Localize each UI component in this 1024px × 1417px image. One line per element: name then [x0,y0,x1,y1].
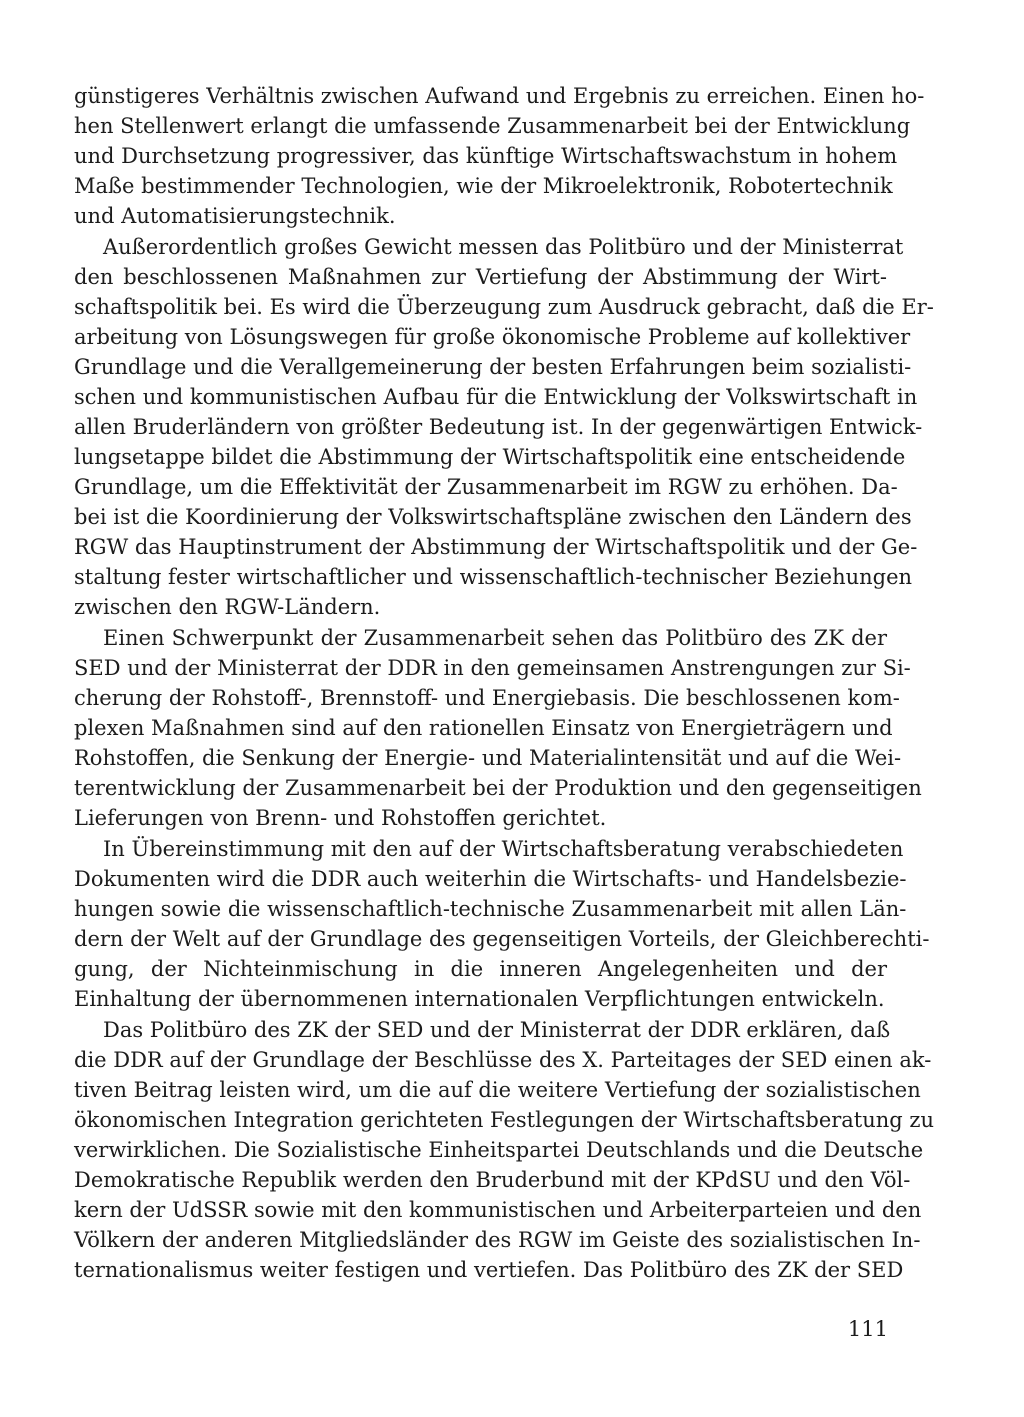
text-line: staltung fester wirtschaftlicher und wissenschaftlich-technischer Beziehungen [74,565,913,589]
text-line: ternationalismus weiter festigen und vertiefen. Das Politbüro des ZK der SED [74,1258,904,1282]
text-line: plexen Maßnahmen sind auf den rationellen Einsatz von Energieträgern und [74,716,893,740]
text-line: Das Politbüro des ZK der SED und der Ministerrat der DDR erklären, daß [103,1018,891,1042]
text-line: Einen Schwerpunkt der Zusammenarbeit sehen das Politbüro des ZK der [103,626,887,650]
text-line: In Übereinstimmung mit den auf der Wirtschaftsberatung verabschiedeten [103,837,904,861]
text-line: bei ist die Koordinierung der Volkswirtschaftspläne zwischen den Ländern des [74,505,912,529]
text-line: terentwicklung der Zusammenarbeit bei der Produktion und den gegenseitigen [74,776,922,800]
paragraph [74,1015,934,1285]
text-line: Grundlage und die Verallgemeinerung der besten Erfahrungen beim sozialisti- [74,355,912,379]
body-text [74,81,934,1286]
text-line: Rohstoffen, die Senkung der Energie- und Materialintensität und auf die Wei- [74,746,902,770]
paragraph [74,623,922,833]
text-line: schen und kommunistischen Aufbau für die Entwicklung der Volkswirtschaft in [74,385,918,409]
text-line: SED und der Ministerrat der DDR in den gemeinsamen Anstrengungen zur Si- [74,656,911,680]
text-line: Einhaltung der übernommenen internationalen Verpflichtungen entwickeln. [74,987,885,1011]
paragraph [74,81,925,231]
text-line: RGW das Hauptinstrument der Abstimmung der Wirtschaftspolitik und der Ge- [74,535,918,559]
text-line: hen Stellenwert erlangt die umfassende Zusammenarbeit bei der Entwicklung [74,114,911,138]
text-line: Lieferungen von Brenn- und Rohstoffen gerichtet. [74,806,607,830]
text-line: Maße bestimmender Technologien, wie der Mikroelektronik, Robotertechnik [74,174,893,198]
page-number: 111 [847,1317,888,1341]
text-line: hungen sowie die wissenschaftlich-technische Zusammenarbeit mit allen Län- [74,897,907,921]
text-line: ökonomischen Integration gerichteten Festlegungen der Wirtschaftsberatung zu [74,1108,934,1132]
text-line: dern der Welt auf der Grundlage des gegenseitigen Vorteils, der Gleichberechti- [74,927,930,951]
text-line: schaftspolitik bei. Es wird die Überzeugung zum Ausdruck gebracht, daß die Er- [74,295,934,319]
text-line: und Durchsetzung progressiver, das künftige Wirtschaftswachstum in hohem [74,144,898,168]
text-line: zwischen den RGW-Ländern. [74,595,381,619]
text-line: gung, der Nichteinmischung in die inneren Angelegenheiten und der [74,957,887,981]
text-line: günstigeres Verhältnis zwischen Aufwand und Ergebnis zu erreichen. Einen ho- [74,84,925,108]
text-line: Dokumenten wird die DDR auch weiterhin die Wirtschafts- und Handelsbezie- [74,867,907,891]
text-line: den beschlossenen Maßnahmen zur Vertiefung der Abstimmung der Wirt- [74,265,887,289]
text-line: verwirklichen. Die Sozialistische Einheitspartei Deutschlands und die Deutsche [74,1138,924,1162]
text-line: Demokratische Republik werden den Bruderbund mit der KPdSU und den Völ- [74,1168,911,1192]
paragraph [74,232,934,622]
text-line: cherung der Rohstoff-, Brennstoff- und Energiebasis. Die beschlossenen kom- [74,686,900,710]
text-line: Völkern der anderen Mitgliedsländer des RGW im Geiste des sozialistischen In- [74,1228,921,1252]
text-line: kern der UdSSR sowie mit den kommunistischen und Arbeiterparteien und den [74,1198,922,1222]
text-line: die DDR auf der Grundlage der Beschlüsse des X. Parteitages der SED einen ak- [74,1048,932,1072]
paragraph [74,834,930,1014]
text-line: tiven Beitrag leisten wird, um die auf die weitere Vertiefung der sozialistischen [74,1078,921,1102]
text-line: allen Bruderländern von größter Bedeutung ist. In der gegenwärtigen Entwick- [74,415,923,439]
text-line: lungsetappe bildet die Abstimmung der Wirtschaftspolitik eine entscheidende [74,445,906,469]
text-line: und Automatisierungstechnik. [74,204,396,228]
text-line: arbeitung von Lösungswegen für große ökonomische Probleme auf kollektiver [74,325,911,349]
text-line: Grundlage, um die Effektivität der Zusammenarbeit im RGW zu erhöhen. Da- [74,475,898,499]
text-line: Außerordentlich großes Gewicht messen das Politbüro und der Ministerrat [103,235,904,259]
